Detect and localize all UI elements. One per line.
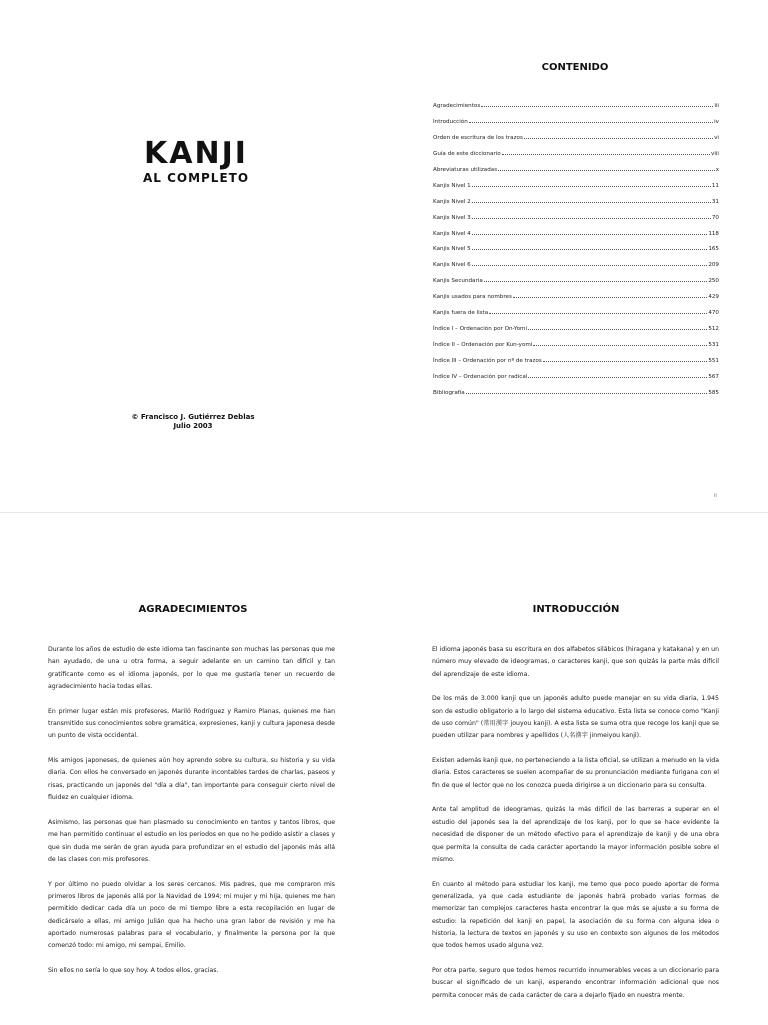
toc-entry-label: Kanjis Nivel 3 (433, 214, 471, 221)
introduction-heading: INTRODUCCIÓN (532, 604, 620, 615)
toc-leader (533, 345, 707, 346)
toc-entry-page: 429 (708, 294, 719, 301)
toc-entry-label: Kanjis Nivel 4 (433, 230, 471, 237)
toc-entry[interactable] (433, 342, 719, 358)
toc-entry-page: 11 (711, 182, 719, 189)
toc-leader (472, 249, 708, 250)
acknowledgements-heading: AGRADECIMIENTOS (138, 604, 248, 615)
paragraph: Durante los años de estudio de este idioma tan fascinante son muchas las personas que me han ayudado, de una u otra forma, a seguir adelante en un camino tan difícil y tan gratificante como es el idioma japonés, por lo que me gustaría tener un recuerdo de agradecimiento hacia todas ellas. (48, 646, 335, 691)
toc-entry-label: Abreviaturas utilizadas (433, 166, 498, 173)
cover-title-block (140, 136, 252, 185)
toc-leader (472, 186, 711, 187)
toc-leader (469, 122, 713, 123)
cover-subtitle: AL COMPLETO (142, 171, 250, 185)
toc-entry-page: x (715, 166, 719, 173)
toc-leader (484, 281, 708, 282)
toc-leader (472, 265, 708, 266)
toc-entry[interactable] (433, 278, 719, 294)
toc-entry-page: iv (714, 118, 719, 125)
toc-entry-page: 70 (711, 214, 719, 221)
toc-entry[interactable] (433, 119, 719, 135)
introduction-column (432, 644, 719, 1014)
toc-entry-label: Kanjis usados para nombres (433, 294, 512, 301)
paragraph: Sin ellos no sería lo que soy hoy. A todos ellos, gracias. (48, 966, 219, 974)
toc-heading: CONTENIDO (541, 62, 609, 73)
toc-entry-page: 250 (708, 278, 719, 285)
toc-entry-label: Introducción (433, 118, 468, 125)
toc-entry-label: Kanjis Nivel 2 (433, 198, 471, 205)
paragraph: Asimismo, las personas que han plasmado su conocimiento en tantos y tantos libros, que me han permitido continuar el estudio en los periodos en que no he podido asistir a clases y que sin duda me serán de gran ayuda para profundizar en el estudio del japonés más allá de las clases con mis profesores. (48, 818, 335, 863)
table-of-contents (433, 103, 719, 406)
toc-leader (466, 393, 708, 394)
paragraph: De los más de 3.000 kanji que un japonés adulto puede manejar en su vida diaria, 1.945 son de estudio obligatorio a lo largo del sistema educativo. Esta lista se conoce como "Kanji de uso común" (常用漢字 jouyou kanji). A esta lista se suma otra que recoge los kanji que se pueden utilizar para nombres y apellidos (人名漢字 jinmeiyou kanji). (432, 695, 719, 740)
toc-entry-label: Bibliografía (433, 389, 465, 396)
toc-entry[interactable] (433, 294, 719, 310)
toc-entry[interactable] (433, 310, 719, 326)
toc-entry-page: viii (711, 150, 719, 157)
toc-entry-label: Índice I – Ordenación por On-Yomi (433, 326, 527, 333)
paragraph: Y por último no puedo olvidar a los seres cercanos. Mis padres, que me compraron mis primeros libros de japonés allá por la Navidad de 1994; mi mujer y mi hija, quienes me han permitido dedicar cada día un poco de mi tiempo libre a esta recopilación en lugar de dedicárselo a ellas, mi amigo Julián que ha hecho una gran labor de revisión y me ha aportado numerosas palabras para el vocabulario, y finalmente la persona por la que comenzó todo: mi amigo, mi sempai, Emilio. (48, 880, 335, 950)
toc-leader (528, 329, 707, 330)
toc-leader (528, 377, 707, 378)
paragraph: Ante tal amplitud de ideogramas, quizás la más difícil de las barreras a superar en el estudio del japonés sea la del aprendizaje de los kanji, por lo que se hace evidente la necesidad de disponer de un método efectivo para el aprendizaje de kanji y de una obra que permita la consulta de cada carácter aportando la mayor información posible sobre el mismo. (432, 806, 719, 863)
toc-entry[interactable] (433, 231, 719, 247)
toc-entry[interactable] (433, 167, 719, 183)
toc-entry-page: 118 (708, 230, 719, 237)
toc-entry-page: 531 (708, 342, 719, 349)
paragraph: En primer lugar están mis profesores, Mariló Rodríguez y Ramiro Planas, quienes me han transmitido sus conocimientos sobre gramática, expresiones, kanji y cultura japonesa desde un punto de vista occidental. (48, 707, 335, 740)
toc-entry-label: Guía de este diccionario (433, 150, 501, 157)
toc-entry-label: Agradecimientos (433, 103, 481, 109)
toc-entry[interactable] (433, 135, 719, 151)
paragraph: Mis amigos japoneses, de quienes aún hoy aprendo sobre su cultura, su historia y su vida diaria. Con ellos he conversado en japonés durante incontables tardes de charlas, paseos y risas, practicando un japonés del "día a día", tan importante para conseguir cierto nivel de fluidez en cualquier idioma. (48, 757, 335, 802)
toc-entry-page: 551 (708, 358, 719, 364)
toc-entry-label: Índice III – Ordenación por nº de trazos (433, 358, 542, 364)
toc-leader (481, 106, 713, 107)
acknowledgements-column (48, 644, 335, 990)
toc-entry[interactable] (433, 215, 719, 231)
toc-entry[interactable] (433, 390, 719, 406)
toc-entry-label: Kanjis Nivel 6 (433, 262, 471, 269)
toc-leader (513, 297, 707, 298)
toc-entry[interactable] (433, 358, 719, 374)
toc-leader (524, 138, 713, 139)
toc-entry-page: 567 (708, 373, 719, 380)
cover-page (0, 0, 768, 512)
toc-entry-label: Índice IV – Ordenación por radical (433, 373, 528, 380)
toc-entry-page: 470 (708, 310, 719, 317)
toc-entry-label: Kanjis Secundaria (433, 278, 483, 285)
author-block (128, 413, 258, 431)
toc-leader (472, 202, 711, 203)
toc-leader (543, 361, 707, 362)
toc-leader (472, 234, 708, 235)
toc-entry[interactable] (433, 103, 719, 119)
toc-entry[interactable] (433, 262, 719, 278)
toc-entry[interactable] (433, 374, 719, 390)
paragraph: El idioma japonés basa su escritura en dos alfabetos silábicos (hiragana y katakana) y en un número muy elevado de ideogramas, o caracteres kanji, que son quizás la parte más difícil del aprendizaje de este idioma. (432, 646, 719, 678)
toc-entry-label: Kanjis fuera de lista (433, 310, 489, 317)
toc-entry[interactable] (433, 151, 719, 167)
toc-entry-page: 165 (708, 246, 719, 253)
toc-entry-page: 31 (711, 198, 719, 205)
toc-entry[interactable] (433, 183, 719, 199)
toc-entry-page: 209 (708, 262, 719, 269)
paragraph: En cuanto al método para estudiar los kanji, me temo que poco puedo aportar de forma generalizada, ya que cada estudiante de japonés habrá probado varias formas de memorizar tan complejos caracteres hasta encontrar la que más se ajuste a su forma de estudio: la repetición del kanji en papel, la asociación de su forma con alguna idea o historia, la lectura de textos en japonés y su uso en contexto son algunos de los métodos que todos hemos usado alguna vez. (432, 880, 719, 950)
toc-leader (489, 313, 707, 314)
paragraph: Por otra parte, seguro que todos hemos recurrido innumerables veces a un diccionario para buscar el significado de un kanji, esperando encontrar información adicional que nos permita conocer más de cada carácter de cara a dejarlo fijado en nuestra mente. (432, 966, 719, 999)
toc-entry-page: iii (714, 103, 719, 109)
toc-entry-page: vi (714, 134, 719, 141)
toc-entry-label: Kanjis Nivel 5 (433, 246, 471, 253)
page-number: ii (714, 493, 717, 499)
toc-entry[interactable] (433, 199, 719, 215)
toc-leader (498, 170, 715, 171)
toc-entry-page: 512 (708, 326, 719, 333)
toc-leader (472, 218, 711, 219)
cover-title: KANJI (144, 136, 248, 171)
publication-date: Julio 2003 (173, 422, 213, 430)
toc-leader (502, 154, 710, 155)
toc-entry-label: Orden de escritura de los trazos (433, 134, 523, 141)
toc-entry-label: Índice II – Ordenación por Kun-yomi (433, 342, 533, 349)
toc-entry-label: Kanjis Nivel 1 (433, 182, 471, 189)
author-credit: © Francisco J. Gutiérrez Deblas (131, 413, 255, 421)
paragraph: Existen además kanji que, no perteneciendo a la lista oficial, se utilizan a menudo en la vida diaria. Estos caracteres se suelen acompañar de su pronunciación mediante furigana con el fin de que el lector que no los conozca pueda dirigirse a un diccionario para su consulta. (432, 757, 719, 789)
toc-entry[interactable] (433, 326, 719, 342)
toc-entry[interactable] (433, 246, 719, 262)
toc-entry-page: 585 (708, 389, 719, 396)
